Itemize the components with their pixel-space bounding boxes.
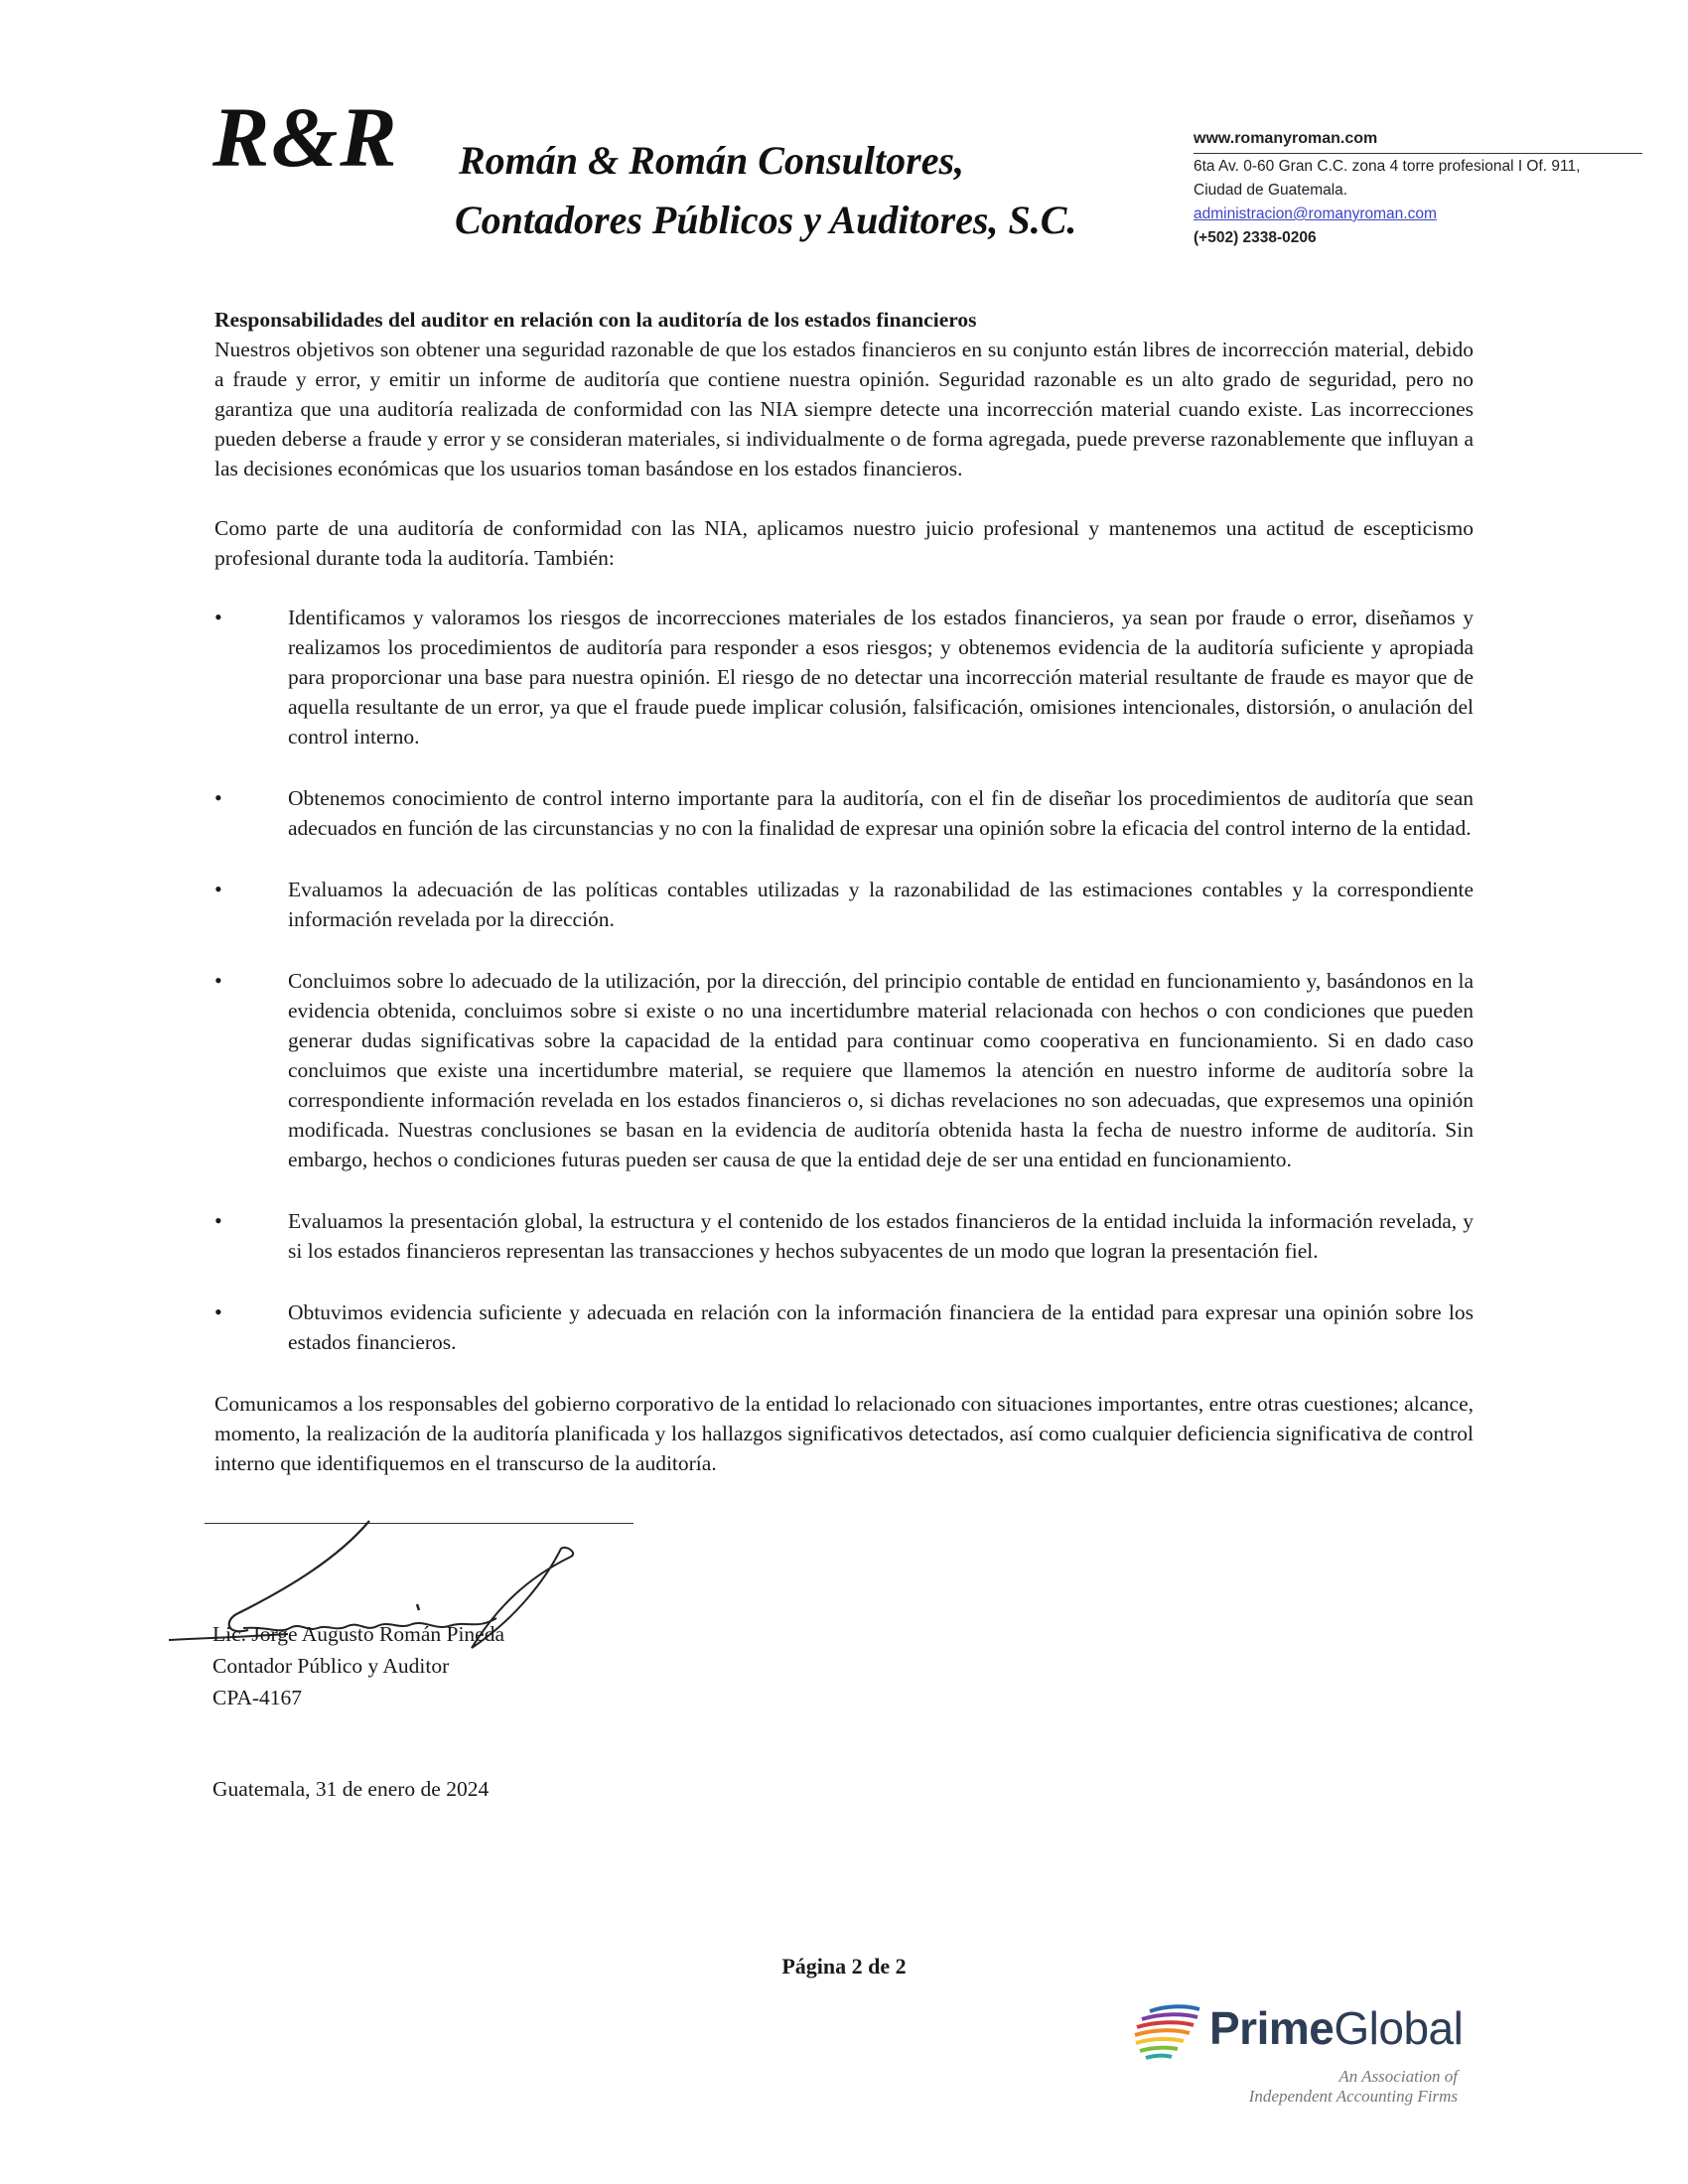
brand-prime: Prime (1209, 2002, 1335, 2054)
primeglobal-tagline (1209, 2067, 1458, 2107)
section-heading: Responsabilidades del auditor en relación con la auditoría de los estados financieros (214, 308, 977, 332)
primeglobal-wordmark (1209, 2001, 1463, 2055)
address-line1: 6ta Av. 0-60 Gran C.C. zona 4 torre profesional I Of. 911, (1194, 158, 1581, 175)
list-item (214, 603, 1474, 751)
date-line: Guatemala, 31 de enero de 2024 (212, 1777, 490, 1801)
list-item (214, 966, 1474, 1174)
email-link[interactable]: administracion@romanyroman.com (1194, 205, 1437, 222)
page-current: 2 (851, 1954, 863, 1979)
firm-name-line2: Contadores Públicos y Auditores, S.C. (455, 198, 1077, 242)
phone-text: (+502) 2338-0206 (1194, 229, 1317, 246)
list-item-text: Concluimos sobre lo adecuado de la utilización, por la dirección, del principio contable de entidad en funcionamiento y, basándonos en la evidencia obtenida, concluimos sobre si existe o no una incertidumbre material relacionada con hechos o con condiciones que pueden generar dudas significativas sobre la capacidad de la entidad para continuar como cooperativa en funcionamiento. Si en dado caso concluimos que existe una incertidumbre material, se requiere que llamemos la atención en nuestro informe de auditoría sobre la correspondiente información revelada en los estados financieros o, si dichas revelaciones no son adecuadas, que expresemos una opinión modificada. Nuestras conclusiones se basan en la evidencia de auditoría obtenida hasta la fecha de nuestro informe de auditoría. Sin embargo, hechos o condiciones futuras pueden ser causa de que la entidad deje de ser una entidad en funcionamiento. (288, 969, 1474, 1171)
list-item-text: Obtuvimos evidencia suficiente y adecuada en relación con la información financiera de la entidad para expresar una opinión sobre los estados financieros. (288, 1300, 1474, 1354)
bullet-icon: • (214, 968, 222, 993)
bullet-icon: • (214, 785, 222, 810)
primeglobal-logo-icon (1132, 2003, 1201, 2063)
firm-logo: R&R (212, 89, 399, 185)
contact-block (1194, 127, 1642, 250)
website-text: www.romanyroman.com (1194, 127, 1642, 154)
signer-title: Contador Público y Auditor (212, 1654, 450, 1678)
bullet-icon: • (214, 1299, 222, 1324)
list-item-text: Identificamos y valoramos los riesgos de incorrecciones materiales de los estados financieros, ya sean por fraude o error, diseñamos y realizamos los procedimientos de auditoría para responder a esos riesgos; y obtenemos evidencia de la auditoría suficiente y apropiada para proporcionar una base para nuestra opinión. El riesgo de no detectar una incorrección material resultante de fraude es mayor que de aquella resultante de un error, ya que el fraude puede implicar colusión, falsificación, omisiones intencionales, distorsión, o anulación del control interno. (288, 606, 1474, 749)
signer-block (212, 1618, 504, 1713)
list-item (214, 783, 1474, 843)
bullet-icon: • (214, 1208, 222, 1233)
tagline-line1: An Association of (1338, 2067, 1458, 2086)
paragraph-nia: Como parte de una auditoría de conformidad con las NIA, aplicamos nuestro juicio profesional y mantenemos una actitud de escepticismo profesional durante toda la auditoría. También: (214, 516, 1474, 570)
list-item (214, 1206, 1474, 1266)
bullet-icon: • (214, 877, 222, 901)
signer-name: Lic. Jorge Augusto Román Pineda (212, 1622, 505, 1646)
signer-cpa: CPA-4167 (212, 1686, 303, 1709)
list-item-text: Obtenemos conocimiento de control interno importante para la auditoría, con el fin de diseñar los procedimientos de auditoría que sean adecuados en función de las circunstancias y no con la finalidad de expresar una opinión sobre la eficacia del control interno de la entidad. (288, 786, 1474, 840)
list-item-text: Evaluamos la adecuación de las políticas contables utilizadas y la razonabilidad de las estimaciones contables y la correspondiente información revelada por la dirección. (288, 878, 1474, 931)
list-item (214, 1297, 1474, 1357)
tagline-line2: Independent Accounting Firms (1248, 2087, 1458, 2106)
firm-name (455, 131, 1077, 250)
list-item (214, 875, 1474, 934)
page-number (0, 1954, 1688, 1979)
firm-name-line1: Román & Román Consultores, (459, 138, 965, 183)
page-total: 2 (895, 1954, 907, 1979)
document-body (214, 305, 1474, 1508)
brand-global: Global (1334, 2002, 1464, 2054)
paragraph-objectives: Nuestros objetivos son obtener una seguridad razonable de que los estados financieros en su conjunto están libres de incorrección material, debido a fraude y error, y emitir un informe de auditoría que contiene nuestra opinión. Seguridad razonable es un alto grado de seguridad, pero no garantiza que una auditoría realizada de conformidad con las NIA siempre detecte una incorrección material cuando existe. Las incorrecciones pueden deberse a fraude y error y se consideran materiales, si individualmente o de forma agregada, puede preverse razonablemente que influyan a las decisiones económicas que los usuarios toman basándose en los estados financieros. (214, 338, 1474, 480)
responsibilities-list (214, 603, 1474, 1357)
address-line2: Ciudad de Guatemala. (1194, 182, 1348, 199)
list-item-text: Evaluamos la presentación global, la estructura y el contenido de los estados financieros de la entidad incluida la información revelada, y si los estados financieros representan las transacciones y hechos subyacentes de un modo que logran la presentación fiel. (288, 1209, 1474, 1263)
page-sep: de (868, 1954, 891, 1979)
page-label: Página (781, 1954, 847, 1979)
bullet-icon: • (214, 605, 222, 629)
paragraph-communication: Comunicamos a los responsables del gobierno corporativo de la entidad lo relacionado con situaciones importantes, entre otras cuestiones; alcance, momento, la realización de la auditoría planificada y los hallazgos significativos detectados, así como cualquier deficiencia significativa de control interno que identifiquemos en el transcurso de la auditoría. (214, 1392, 1474, 1475)
